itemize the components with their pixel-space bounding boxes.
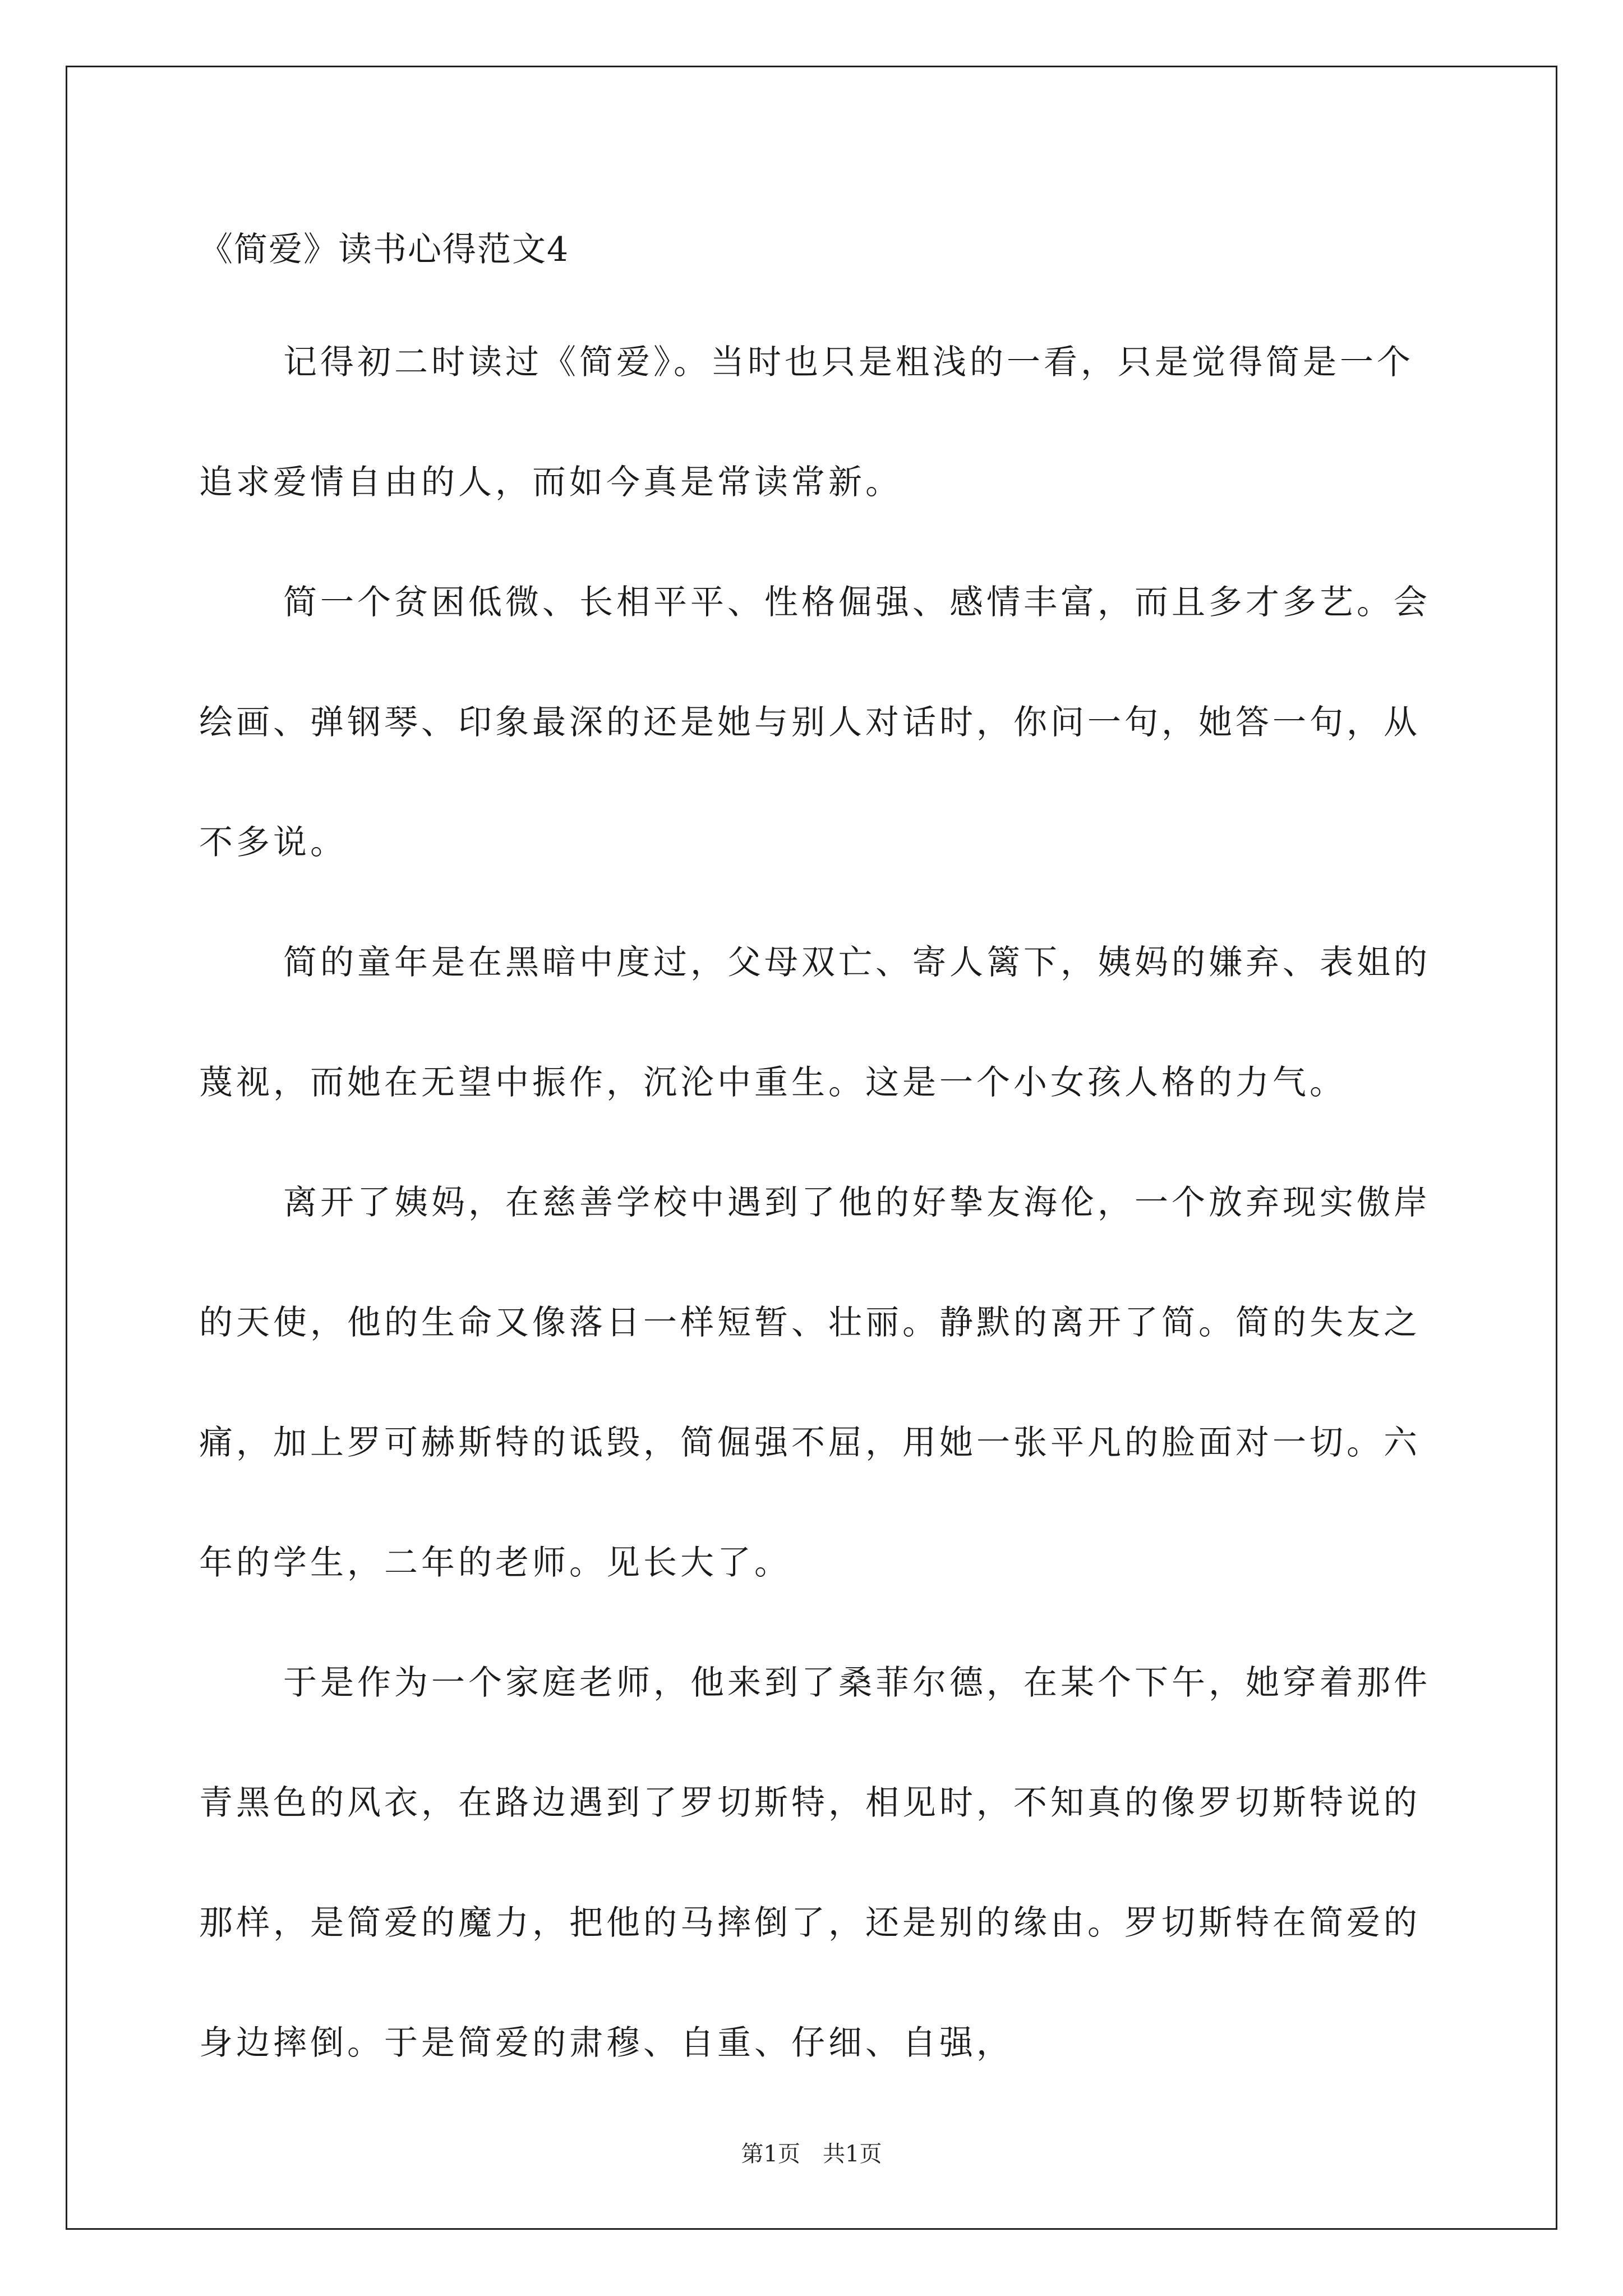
page-total: 共1页 bbox=[823, 2141, 882, 2167]
paragraph-4: 离开了姨妈，在慈善学校中遇到了他的好挚友海伦，一个放弃现实傲岸的天使，他的生命又像落日一样短暂、壮丽。静默的离开了简。简的失友之痛，加上罗可赫斯特的诋毁，简倔强不屈，用她一张平凡的脸面对一切。六年的学生，二年的老师。见长大了。 bbox=[199, 1183, 1431, 1582]
paragraph-5: 于是作为一个家庭老师，他来到了桑菲尔德，在某个下午，她穿着那件青黑色的风衣，在路边遇到了罗切斯特，相见时，不知真的像罗切斯特说的那样，是简爱的魔力，把他的马摔倒了，还是别的缘由。罗切斯特在简爱的身边摔倒。于是简爱的肃穆、自重、仔细、自强， bbox=[199, 1663, 1431, 2063]
document-body bbox=[199, 216, 1433, 2103]
paragraph-3: 简的童年是在黑暗中度过，父母双亡、寄人篱下，姨妈的嫌弃、表姐的蔑视，而她在无望中振作，沉沦中重生。这是一个小女孩人格的力气。 bbox=[199, 943, 1431, 1102]
document-title: 《简爱》读书心得范文4 bbox=[199, 230, 570, 269]
paragraph-2: 简一个贫困低微、长相平平、性格倔强、感情丰富，而且多才多艺。会绘画、弹钢琴、印象最深的还是她与别人对话时，你问一句，她答一句，从不多说。 bbox=[199, 583, 1431, 862]
paragraph-1: 记得初二时读过《简爱》。当时也只是粗浅的一看，只是觉得简是一个追求爱情自由的人，而如今真是常读常新。 bbox=[199, 343, 1414, 502]
page-footer bbox=[0, 2137, 1623, 2171]
page-number: 第1页 bbox=[741, 2141, 800, 2167]
